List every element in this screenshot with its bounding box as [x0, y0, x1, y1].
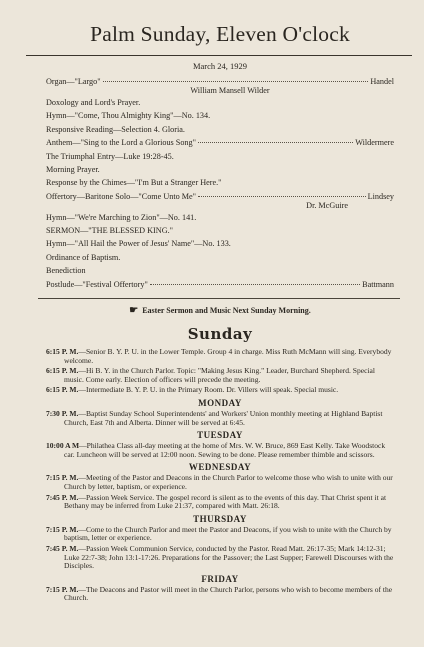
- composer-name: Handel: [370, 77, 394, 86]
- order-item-text: Postlude—"Festival Offertory": [46, 279, 148, 289]
- order-item: [46, 136, 394, 149]
- event-time: 6:15 P. M.: [46, 347, 79, 357]
- order-item-text: SERMON—"THE BLESSED KING.": [46, 226, 173, 236]
- notice: [46, 305, 394, 316]
- order-of-service: [46, 75, 394, 291]
- event-text: —Philathea Class all-day meeting at the home of Mrs. W. W. Bruce, 869 East Kelly. Take Woodstock car. Luncheon will be served at 12:00 noon. Sewing to be done. Please remember thimble and scissors.: [64, 441, 386, 459]
- day-heading: FRIDAY: [201, 573, 239, 584]
- order-item-text: Anthem—"Sing to the Lord a Glorious Song": [46, 138, 196, 148]
- event-time: 7:15 P. M.: [46, 473, 79, 483]
- event-text: —Hi B. Y. in the Church Parlor. Topic: "Making Jesus King." Leader, Burchard Shepherd. Special music. Come early. Election of officers will precede the meeting.: [64, 366, 375, 384]
- event-item: [46, 442, 394, 459]
- performer-name: Dr. McGuire: [306, 201, 348, 211]
- order-item-text: Offertory—Baritone Solo—"Come Unto Me": [46, 191, 197, 201]
- dot-leader: [150, 283, 360, 285]
- event-item: [46, 545, 394, 571]
- event-time: 7:45 P. M.: [46, 544, 79, 553]
- composer-name: Lindsey: [367, 191, 394, 201]
- pointing-hand-icon: ☛: [129, 305, 139, 317]
- service-date: March 24, 1929: [192, 61, 248, 71]
- event-text: —Come to the Church Parlor and meet the Pastor and Deacons, if you wish to unite with the Church by baptism, letter or experience.: [64, 524, 392, 543]
- day-heading: MONDAY: [198, 398, 242, 409]
- order-item: [46, 163, 394, 176]
- event-text: —Meeting of the Pastor and Deacons in the Church Parlor to welcome those who wish to unite with our Church by letter, baptism, or experience.: [64, 473, 393, 492]
- weekday-schedule: [46, 398, 394, 603]
- dot-leader: [198, 141, 353, 143]
- event-item: [46, 386, 394, 395]
- event-time: 7:15 P. M.: [46, 524, 79, 534]
- order-item-text: Hymn—"Come, Thou Almighty King"—No. 134.: [46, 111, 211, 121]
- day-heading: TUESDAY: [197, 430, 243, 441]
- title-divider: [26, 55, 412, 56]
- event-item: [46, 348, 394, 365]
- dot-leader: [103, 80, 369, 82]
- dot-leader: [198, 195, 366, 197]
- order-item-text: Hymn—"All Hail the Power of Jesus' Name"—No. 133.: [46, 239, 231, 249]
- sunday-events: [46, 348, 394, 395]
- order-item: [46, 96, 394, 109]
- order-item-text: Organ—"Largo": [46, 77, 101, 86]
- order-item-text: Responsive Reading—Selection 4. Gloria.: [46, 124, 185, 134]
- event-time: 7:15 P. M.: [46, 584, 79, 594]
- day-heading: WEDNESDAY: [188, 462, 252, 473]
- notice-text: Easter Sermon and Music Next Sunday Morning.: [142, 306, 311, 316]
- page-title: Palm Sunday, Eleven O'clock: [90, 22, 350, 46]
- event-text: —Baptist Sunday School Superintendents' and Workers' Union monthly meeting at Highland Baptist Church, East 7th and Alberta. Dinner will be served at 6:45.: [64, 409, 383, 427]
- order-item: [46, 211, 394, 224]
- order-item-text: Benediction: [46, 266, 86, 276]
- order-item-text: Ordinance of Baptism.: [46, 252, 121, 262]
- event-time: 10:00 A M: [46, 441, 80, 451]
- event-item: [46, 526, 394, 543]
- order-item: [46, 176, 394, 189]
- order-item: [46, 251, 394, 264]
- order-item-text: The Triumphal Entry—Luke 19:28-45.: [46, 151, 174, 161]
- event-time: 7:30 P. M.: [46, 409, 79, 419]
- order-item: [46, 278, 394, 291]
- order-item-text: Hymn—"We're Marching to Zion"—No. 141.: [46, 212, 197, 222]
- sunday-heading: Sunday: [187, 325, 253, 344]
- composer-name: Battmann: [362, 279, 394, 289]
- event-item: [46, 367, 394, 384]
- order-item: [46, 237, 394, 250]
- event-item: [46, 586, 394, 603]
- event-item: [46, 474, 394, 491]
- event-text: —The Deacons and Pastor will meet in the Church Parlor, persons who wish to become members of the Church.: [64, 584, 393, 603]
- event-item: [46, 494, 394, 511]
- performer-name: William Mansell Wilder: [190, 86, 270, 96]
- order-item: [46, 264, 394, 277]
- event-text: —Passion Week Communion Service, conducted by the Pastor. Read Matt. 26:17-35; Mark 14:12-31; Luke 22:7-38; John 13:1-17:26. Preparations for the Passover; the Last Supper; Farewell Discourses with the Disciples.: [64, 544, 394, 571]
- event-time: 7:45 P. M.: [46, 492, 79, 502]
- event-text: —Intermediate B. Y. P. U. in the Primary Room. Dr. Villers will speak. Special music.: [78, 385, 339, 395]
- day-heading: THURSDAY: [193, 513, 247, 524]
- composer-name: Wildermere: [355, 138, 394, 148]
- order-item-text: Morning Prayer.: [46, 164, 100, 174]
- event-item: [46, 410, 394, 427]
- order-item: [46, 123, 394, 136]
- order-item: [46, 109, 394, 122]
- order-item-text: Response by the Chimes—"I'm But a Stranger Here.": [46, 178, 222, 188]
- event-time: 6:15 P. M.: [46, 366, 79, 376]
- event-time: 6:15 P. M.: [46, 385, 79, 395]
- order-item: [46, 224, 394, 237]
- order-item: [46, 150, 394, 163]
- order-item-text: Doxology and Lord's Prayer.: [46, 97, 141, 107]
- event-text: —Senior B. Y. P. U. in the Lower Temple. Group 4 in charge. Miss Ruth McMann will sing. Everybody welcome.: [64, 347, 392, 365]
- section-divider: [38, 298, 400, 299]
- event-text: —Passion Week Service. The gospel record is silent as to the events of this day. That Christ spent it at Bethany may be inferred from Luke 21:37, compared with Matt. 26:18.: [64, 492, 387, 511]
